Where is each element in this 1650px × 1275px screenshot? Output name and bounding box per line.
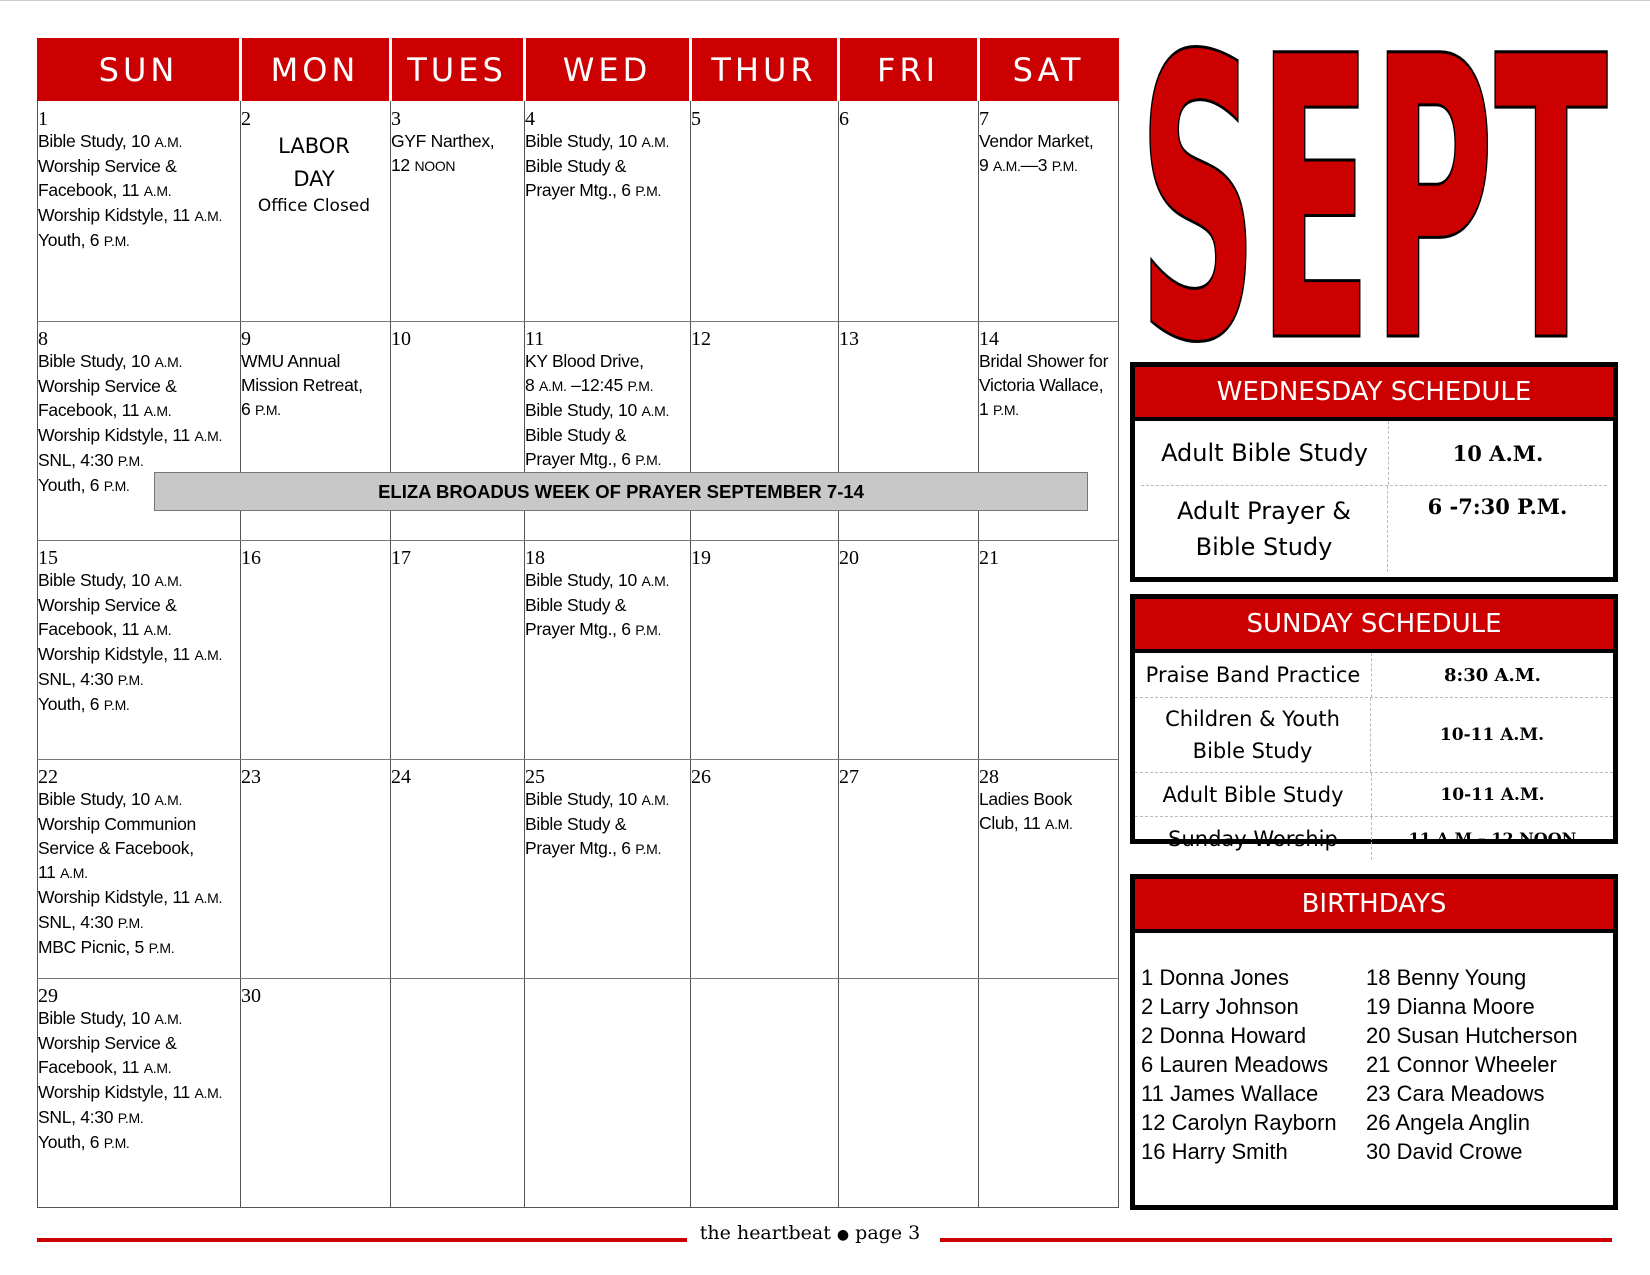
day-cell [691,548,835,757]
activity-time: 10-11 A.M. [1439,725,1545,745]
day-cell [525,548,687,757]
day-number: 6 [839,109,849,130]
event-line [525,398,687,423]
event-line [525,617,687,642]
time-suffix: A.M. [194,208,223,224]
activity-name: Sunday Worship [1135,817,1372,860]
event-line [38,129,237,154]
event-text: WMU Annual [241,351,341,371]
day-number: 3 [391,109,401,130]
activity-time: 8:30 A.M. [1444,664,1541,686]
time-suffix: P.M. [117,453,144,469]
schedule-row [1141,421,1607,486]
time-suffix: A.M. [194,428,223,444]
event-line [38,836,237,860]
time-suffix: A.M. [154,134,183,150]
activity-time: 11 A.M.– 12 NOON [1408,829,1577,848]
event-line [38,692,237,717]
day-cell [391,548,521,757]
day-number: 1 [38,109,48,130]
birthday-entry: 11 James Wallace [1141,1081,1319,1106]
day-number: 19 [691,548,711,569]
birthday-entry: 6 Lauren Meadows [1141,1052,1329,1077]
day-number: 13 [839,329,859,350]
event-text: GYF Narthex, [391,131,495,151]
activity-name: Adult Bible Study [1141,421,1389,485]
day-cell [241,548,387,757]
event-line [38,1130,237,1155]
day-cell [979,548,1116,757]
day-cell [38,548,237,757]
wednesday-schedule-title: WEDNESDAY SCHEDULE [1135,367,1613,421]
event-text: Worship Communion [38,814,196,834]
activity-time: 6 -7:30 P.M. [1427,494,1568,519]
day-cell [839,986,975,1206]
event-line [38,154,237,178]
event-text: Bible Study, 10 [525,570,642,590]
day-cell [241,109,387,319]
event-line [525,836,687,861]
event-line [525,154,687,178]
event-line [525,129,687,154]
day-cell [525,109,687,319]
birthday-entry: 19 Dianna Moore [1366,994,1535,1019]
event-text: Worship Kidstyle, 11 [38,887,195,907]
birthdays [1130,874,1618,1210]
event-text: Worship Kidstyle, 11 [38,1082,195,1102]
event-line [241,373,387,397]
day-number: 10 [391,329,411,350]
event-line [979,811,1116,836]
event-text: Worship Kidstyle, 11 [38,425,195,445]
event-text: SNL, 4:30 [38,450,118,470]
time-suffix: A.M. [143,403,172,419]
event-line [38,787,237,812]
event-line [38,593,237,617]
event-line [38,1055,237,1080]
birthday-entry: 21 Connor Wheeler [1366,1052,1557,1077]
time-suffix: P.M. [635,622,662,638]
day-cell [691,986,835,1206]
day-number: 14 [979,329,999,350]
day-number: 21 [979,548,999,569]
day-cell [979,767,1116,976]
event-line [38,667,237,692]
time-suffix: A.M. [641,573,670,589]
event-text: Worship Service & [38,1033,177,1053]
event-line [38,642,237,667]
event-text: Bible Study & [525,595,627,615]
event-line [241,397,387,422]
event-text: Youth, 6 [38,230,104,250]
time-suffix: A.M. [993,158,1021,174]
time-suffix: P.M. [117,915,144,931]
day-number: 26 [691,767,711,788]
day-number: 30 [241,986,261,1007]
time-suffix: P.M. [103,478,130,494]
weekday-mon: MON [270,50,360,89]
event-line [38,374,237,398]
time-suffix: A.M. [641,792,670,808]
time-suffix: A.M. [154,573,183,589]
event-line [525,349,687,373]
time-suffix: P.M. [1051,158,1078,174]
event-text: SNL, 4:30 [38,912,118,932]
activity-name: Children & Youth Bible Study [1135,698,1371,772]
event-line [38,228,237,253]
event-text: Bible Study, 10 [38,570,155,590]
event-text: Prayer Mtg., 6 [525,838,636,858]
day-number: 20 [839,548,859,569]
day-cell [839,109,975,319]
day-number: 27 [839,767,859,788]
footer-rule-right [940,1238,1612,1242]
event-text: Facebook, 11 [38,619,144,639]
day-cell [691,767,835,976]
day-cell [839,767,975,976]
event-line [525,787,687,812]
day-number: 16 [241,548,261,569]
event-text: Victoria Wallace, [979,375,1104,395]
schedule-row [1135,653,1613,698]
activity-time: 10-11 A.M. [1440,784,1545,805]
event-text: Worship Kidstyle, 11 [38,644,195,664]
day-number: 15 [38,548,58,569]
day-cell [391,986,521,1206]
calendar [37,38,1119,1208]
header-separator [389,38,392,101]
event-text: Bridal Shower for [979,351,1109,371]
activity-name: Adult Prayer & Bible Study [1141,486,1388,572]
time-suffix: A.M. [539,378,567,394]
schedule-row [1135,773,1613,817]
activity-name: Adult Bible Study [1135,773,1372,816]
row-divider [37,540,1119,541]
weekday-sat: SAT [1012,50,1085,89]
event-line [38,935,237,960]
time-suffix: A.M. [60,865,88,881]
weekday-header [37,38,1119,101]
day-number: 25 [525,767,545,788]
event-text: Ladies Book [979,789,1073,809]
event-line [979,373,1116,397]
weekday-fri: FRI [876,50,940,89]
event-text: 12 [391,155,415,175]
birthday-entry: 1 Donna Jones [1141,965,1289,990]
event-line [38,910,237,935]
month-title-text: SEPT [1138,18,1609,358]
event-text: Bible Study, 10 [525,400,642,420]
event-line [391,129,521,153]
event-line [38,1105,237,1130]
day-number: 29 [38,986,58,1007]
time-suffix: A.M. [154,792,183,808]
month-title [1128,18,1618,358]
event-line [38,617,237,642]
event-text: Service & Facebook, [38,838,194,858]
day-cell [38,986,237,1206]
event-line [38,812,237,836]
birthday-entry: 12 Carolyn Rayborn [1141,1110,1337,1135]
event-text: Youth, 6 [38,694,104,714]
day-cell [691,109,835,319]
event-line [38,203,237,228]
event-text: Youth, 6 [38,1132,104,1152]
day-cell [525,767,687,976]
day-cell [525,986,687,1206]
time-suffix: A.M. [143,622,172,638]
time-suffix: P.M. [635,452,662,468]
time-suffix: P.M. [117,672,144,688]
event-text: 1 [979,399,993,419]
time-suffix: P.M. [635,841,662,857]
top-rule [0,0,1650,1]
day-cell [391,767,521,976]
day-number: 11 [525,329,545,350]
event-line [979,153,1116,178]
event-line [38,568,237,593]
day-number: 22 [38,767,58,788]
schedule-row [1141,486,1607,572]
event-line [38,1031,237,1055]
event-text: Bible Study, 10 [525,789,642,809]
event-text: Bible Study & [525,425,627,445]
grid-border-right [1118,101,1119,1208]
event-line [525,178,687,203]
birthday-entry: 16 Harry Smith [1141,1139,1288,1164]
row-divider [37,759,1119,760]
footer-title: the heartbeat [699,1222,831,1244]
day-number: 4 [525,109,535,130]
time-suffix: A.M. [194,1085,223,1101]
event-line [38,398,237,423]
event-text: Worship Service & [38,156,177,176]
event-line [241,349,387,373]
event-text: Bible Study, 10 [38,789,155,809]
event-text: Youth, 6 [38,475,104,495]
birthday-entry: 20 Susan Hutcherson [1366,1023,1578,1048]
event-text: Vendor Market, [979,131,1094,151]
time-suffix: A.M. [154,354,183,370]
event-text: Bible Study, 10 [38,351,155,371]
event-text: SNL, 4:30 [38,1107,118,1127]
bullet-icon: ● [836,1227,850,1243]
day-number: 12 [691,329,711,350]
time-suffix: A.M. [143,183,172,199]
event-text: 9 [979,155,993,175]
event-text: 8 [525,375,539,395]
event-line [38,178,237,203]
time-suffix: P.M. [635,183,662,199]
time-suffix: A.M. [194,647,223,663]
event-text: –12:45 [566,375,628,395]
time-suffix: A.M. [1045,816,1073,832]
grid-border-bottom [37,1207,1119,1208]
day-number: 23 [241,767,261,788]
event-line [525,373,687,398]
day-number: 9 [241,329,251,350]
time-suffix: P.M. [627,378,654,394]
weekday-sun: SUN [98,50,179,89]
event-line [525,812,687,836]
day-number: 18 [525,548,545,569]
event-text: KY Blood Drive, [525,351,644,371]
event-text: SNL, 4:30 [38,669,118,689]
event-text: MBC Picnic, 5 [38,937,149,957]
time-suffix: P.M. [117,1110,144,1126]
birthday-entry: 23 Cara Meadows [1366,1081,1545,1106]
weekday-thur: THUR [711,50,817,89]
event-text: Prayer Mtg., 6 [525,180,636,200]
event-line [38,1080,237,1105]
day-number: 5 [691,109,701,130]
activity-name: Praise Band Practice [1135,653,1372,697]
event-text: Facebook, 11 [38,180,144,200]
time-suffix: NOON [414,158,456,174]
event-line [979,397,1116,422]
event-line [38,860,237,885]
event-text: Worship Service & [38,595,177,615]
schedule-row [1135,698,1613,773]
event-text: 11 [38,862,61,882]
row-divider [37,321,1119,322]
event-line [979,787,1116,811]
event-text: Mission Retreat, [241,375,363,395]
event-text: Bible Study, 10 [525,131,642,151]
footer [690,1222,930,1244]
event-line [38,885,237,910]
event-text: Prayer Mtg., 6 [525,619,636,639]
header-separator [523,38,526,101]
header-separator [239,38,242,101]
footer-page: page 3 [855,1222,921,1244]
activity-time: 10 A.M. [1452,440,1544,466]
event-text: Bible Study, 10 [38,1008,155,1028]
event-text: Bible Study & [525,814,627,834]
holiday-label: DAY [293,167,335,191]
day-cell [979,109,1116,319]
event-line [979,129,1116,153]
weekday-wed: WED [562,50,652,89]
day-number: 2 [241,109,251,130]
time-suffix: A.M. [641,134,670,150]
event-text: Bible Study, 10 [38,131,155,151]
birthdays-right-column [1366,963,1578,1166]
day-number: 28 [979,767,999,788]
header-separator [837,38,840,101]
time-suffix: P.M. [255,402,281,418]
event-line [525,447,687,472]
day-cell [38,109,237,319]
weekday-tues: TUES [407,50,507,89]
time-suffix: P.M. [103,233,130,249]
time-suffix: A.M. [641,403,670,419]
schedule-row [1135,817,1613,860]
holiday-label: LABOR [278,134,350,158]
calendar-grid [37,101,1119,1208]
time-suffix: P.M. [148,940,175,956]
prayer-week-banner: ELIZA BROADUS WEEK OF PRAYER SEPTEMBER 7-14 [154,472,1088,511]
event-line [525,593,687,617]
event-text: —3 [1020,155,1052,175]
office-closed-note: Office Closed [257,196,371,216]
event-line [525,568,687,593]
day-number: 7 [979,109,989,130]
birthdays-title: BIRTHDAYS [1135,879,1613,933]
event-text: 6 [241,399,255,419]
event-text: Club, 11 [979,813,1046,833]
event-text: Facebook, 11 [38,1057,144,1077]
event-line [38,423,237,448]
event-line [525,423,687,447]
time-suffix: A.M. [143,1060,172,1076]
birthdays-left-column [1141,963,1337,1166]
birthday-entry: 26 Angela Anglin [1366,1110,1530,1135]
day-number: 8 [38,329,48,350]
day-cell [839,548,975,757]
sunday-schedule [1130,594,1618,851]
row-divider [37,978,1119,979]
event-line [38,349,237,374]
event-text: Worship Kidstyle, 11 [38,205,195,225]
event-text: Facebook, 11 [38,400,144,420]
event-line [391,153,521,178]
day-cell [241,767,387,976]
birthday-entry: 2 Larry Johnson [1141,994,1299,1019]
time-suffix: A.M. [154,1011,183,1027]
time-suffix: A.M. [194,890,223,906]
event-line [38,1006,237,1031]
event-line [38,448,237,473]
birthday-entry: 2 Donna Howard [1141,1023,1307,1048]
event-text: Prayer Mtg., 6 [525,449,636,469]
header-separator [689,38,692,101]
birthday-entry: 30 David Crowe [1366,1139,1523,1164]
event-line [979,349,1116,373]
event-text: Worship Service & [38,376,177,396]
time-suffix: P.M. [103,697,130,713]
day-cell [391,109,521,319]
sunday-schedule-title: SUNDAY SCHEDULE [1135,599,1613,653]
day-number: 24 [391,767,411,788]
footer-rule-left [37,1238,687,1242]
time-suffix: P.M. [103,1135,130,1151]
wednesday-schedule [1130,362,1618,582]
time-suffix: P.M. [993,402,1019,418]
day-cell [241,986,387,1206]
day-number: 17 [391,548,411,569]
birthday-entry: 18 Benny Young [1366,965,1527,990]
event-text: Bible Study & [525,156,627,176]
day-cell [38,767,237,976]
header-separator [977,38,980,101]
day-cell [979,986,1116,1206]
